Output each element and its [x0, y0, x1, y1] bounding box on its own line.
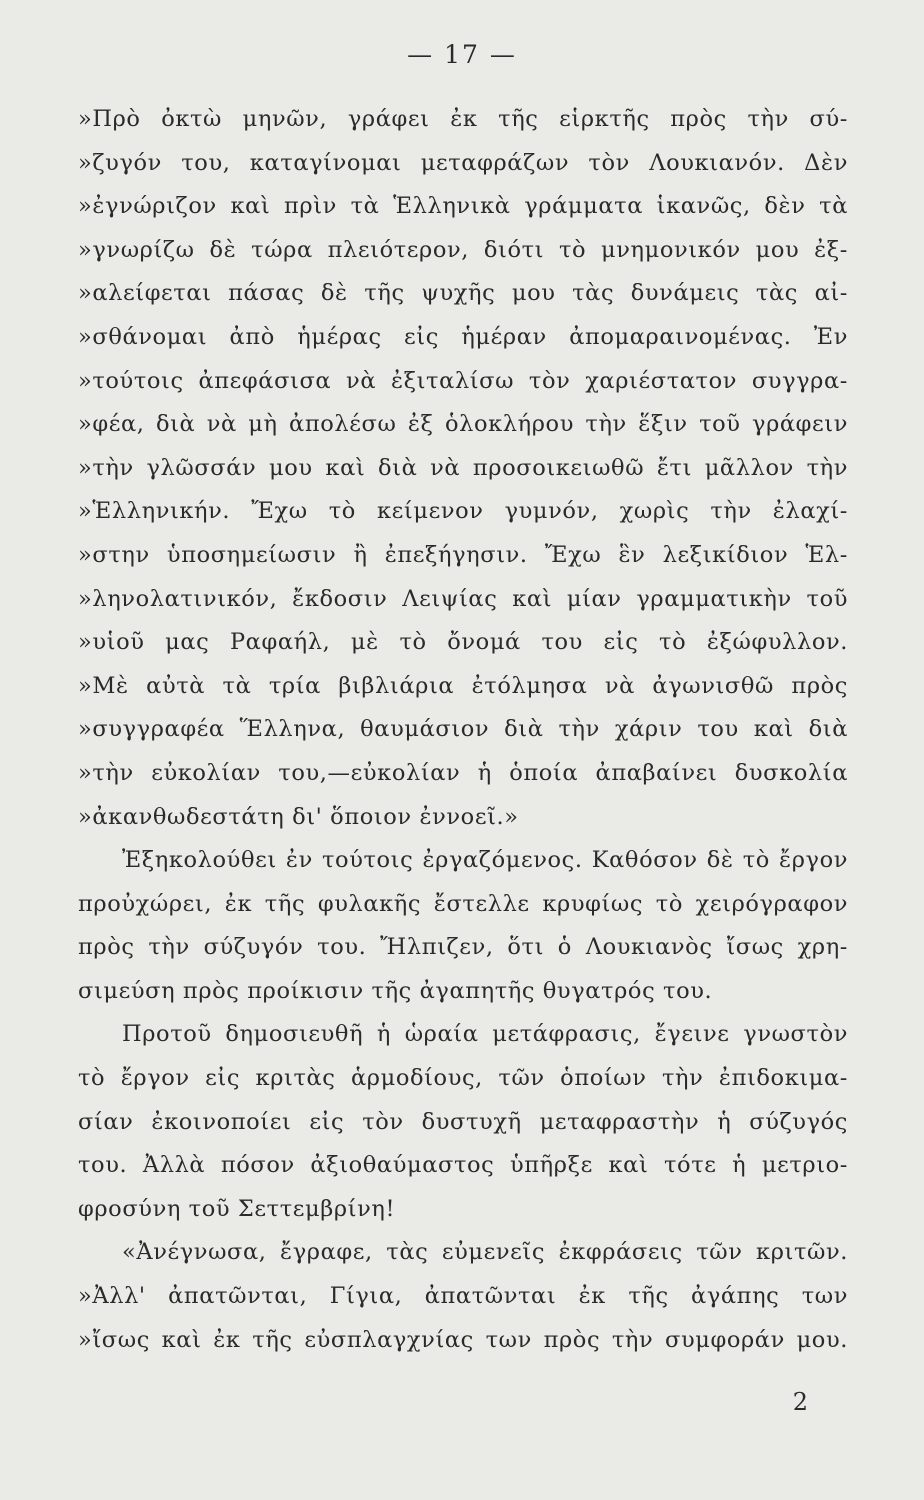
text-line: »Μὲ αὐτὰ τὰ τρία βιβλιάρια ἐτόλμησα νὰ ἀγωνισθῶ πρὸς: [78, 672, 848, 699]
paragraph-second-quote: [78, 1231, 848, 1362]
text-line: »στην ὑποσημείωσιν ἢ ἐπεξήγησιν. Ἔχω ἓν λεξικίδιον Ἑλ-: [78, 541, 848, 568]
text-line: »τούτοις ἀπεφάσισα νὰ ἐξιταλίσω τὸν χαριέστατον συγγρα-: [78, 367, 848, 394]
text-line: »τὴν εὐκολίαν του,—εὐκολίαν ἡ ὁποία ἀπαβαίνει δυσκολία: [78, 759, 848, 786]
paragraph-letter-quote: [78, 98, 848, 839]
text-line: »γνωρίζω δὲ τώρα πλειότερον, διότι τὸ μνημονικόν μου ἐξ-: [78, 236, 848, 263]
text-line: »ἀκανθωδεστάτη δι' ὅποιον ἐννοεῖ.»: [78, 803, 519, 830]
text-line: «Ἀνέγνωσα, ἔγραφε, τὰς εὐμενεῖς ἐκφράσεις τῶν κριτῶν.: [122, 1239, 848, 1266]
text-line: »συγγραφέα Ἕλληνα, θαυμάσιον διὰ τὴν χάριν του καὶ διὰ: [78, 716, 848, 743]
text-line: »τὴν γλῶσσάν μου καὶ διὰ νὰ προσοικειωθῶ ἔτι μᾶλλον τὴν: [78, 454, 848, 481]
text-line: σιμεύση πρὸς προίκισιν τῆς ἀγαπητῆς θυγατρός του.: [78, 977, 713, 1004]
text-line: φροσύνη τοῦ Σεττεμβρίνη!: [78, 1195, 396, 1222]
text-line: »αλείφεται πάσας δὲ τῆς ψυχῆς μου τὰς δυνάμεις τὰς αἰ-: [78, 280, 848, 307]
text-line: »ζυγόν του, καταγίνομαι μεταφράζων τὸν Λουκιανόν. Δὲν: [78, 149, 848, 176]
text-line: προὐχώρει, ἐκ τῆς φυλακῆς ἔστελλε κρυφίως τὸ χειρόγραφον: [78, 890, 848, 917]
text-line: »ληνολατινικόν, ἔκδοσιν Λειψίας καὶ μίαν γραμματικὴν τοῦ: [78, 585, 848, 612]
text-line: »Ἀλλ' ἀπατῶνται, Γίγια, ἀπατῶνται ἐκ τῆς ἀγάπης των: [78, 1283, 848, 1310]
paragraph-before-publication: [78, 1013, 848, 1231]
signature-mark: 2: [792, 1388, 808, 1416]
page-number-header: — 17 —: [407, 40, 517, 69]
text-line: Ἐξηκολούθει ἐν τούτοις ἐργαζόμενος. Καθόσον δὲ τὸ ἔργον: [122, 847, 848, 874]
text-line: »φέα, διὰ νὰ μὴ ἀπολέσω ἐξ ὁλοκλήρου τὴν ἕξιν τοῦ γράφειν: [78, 411, 848, 438]
paragraph-continued-work: [78, 839, 848, 1013]
text-line: τὸ ἔργον εἰς κριτὰς ἁρμοδίους, τῶν ὁποίων τὴν ἐπιδοκιμα-: [78, 1065, 848, 1092]
text-line: »υἱοῦ μας Ραφαήλ, μὲ τὸ ὄνομά του εἰς τὸ ἐξώφυλλον.: [78, 629, 848, 656]
text-line: σίαν ἐκοινοποίει εἰς τὸν δυστυχῆ μεταφραστὴν ἡ σύζυγός: [78, 1108, 848, 1135]
text-line: πρὸς τὴν σύζυγόν του. Ἤλπιζεν, ὅτι ὁ Λουκιανὸς ἴσως χρη-: [78, 934, 848, 961]
text-line: »Πρὸ ὀκτὼ μηνῶν, γράφει ἐκ τῆς εἱρκτῆς πρὸς τὴν σύ-: [78, 106, 848, 132]
text-line: του. Ἀλλὰ πόσον ἀξιοθαύμαστος ὑπῆρξε καὶ τότε ἡ μετριο-: [78, 1152, 848, 1179]
text-line: Προτοῦ δημοσιευθῆ ἡ ὡραία μετάφρασις, ἔγεινε γνωστὸν: [122, 1021, 848, 1048]
text-line: »σθάνομαι ἀπὸ ἡμέρας εἰς ἡμέραν ἀπομαραινομένας. Ἐν: [78, 323, 848, 350]
text-line: »Ἑλληνικήν. Ἔχω τὸ κείμενον γυμνόν, χωρὶς τὴν ἐλαχί-: [78, 498, 848, 525]
text-line: »ἴσως καὶ ἐκ τῆς εὐσπλαγχνίας των πρὸς τὴν συμφοράν μου.: [78, 1326, 848, 1353]
text-line: »ἐγνώριζον καὶ πρὶν τὰ Ἑλληνικὰ γράμματα ἱκανῶς, δὲν τὰ: [78, 193, 848, 220]
body-text: [78, 98, 848, 1362]
